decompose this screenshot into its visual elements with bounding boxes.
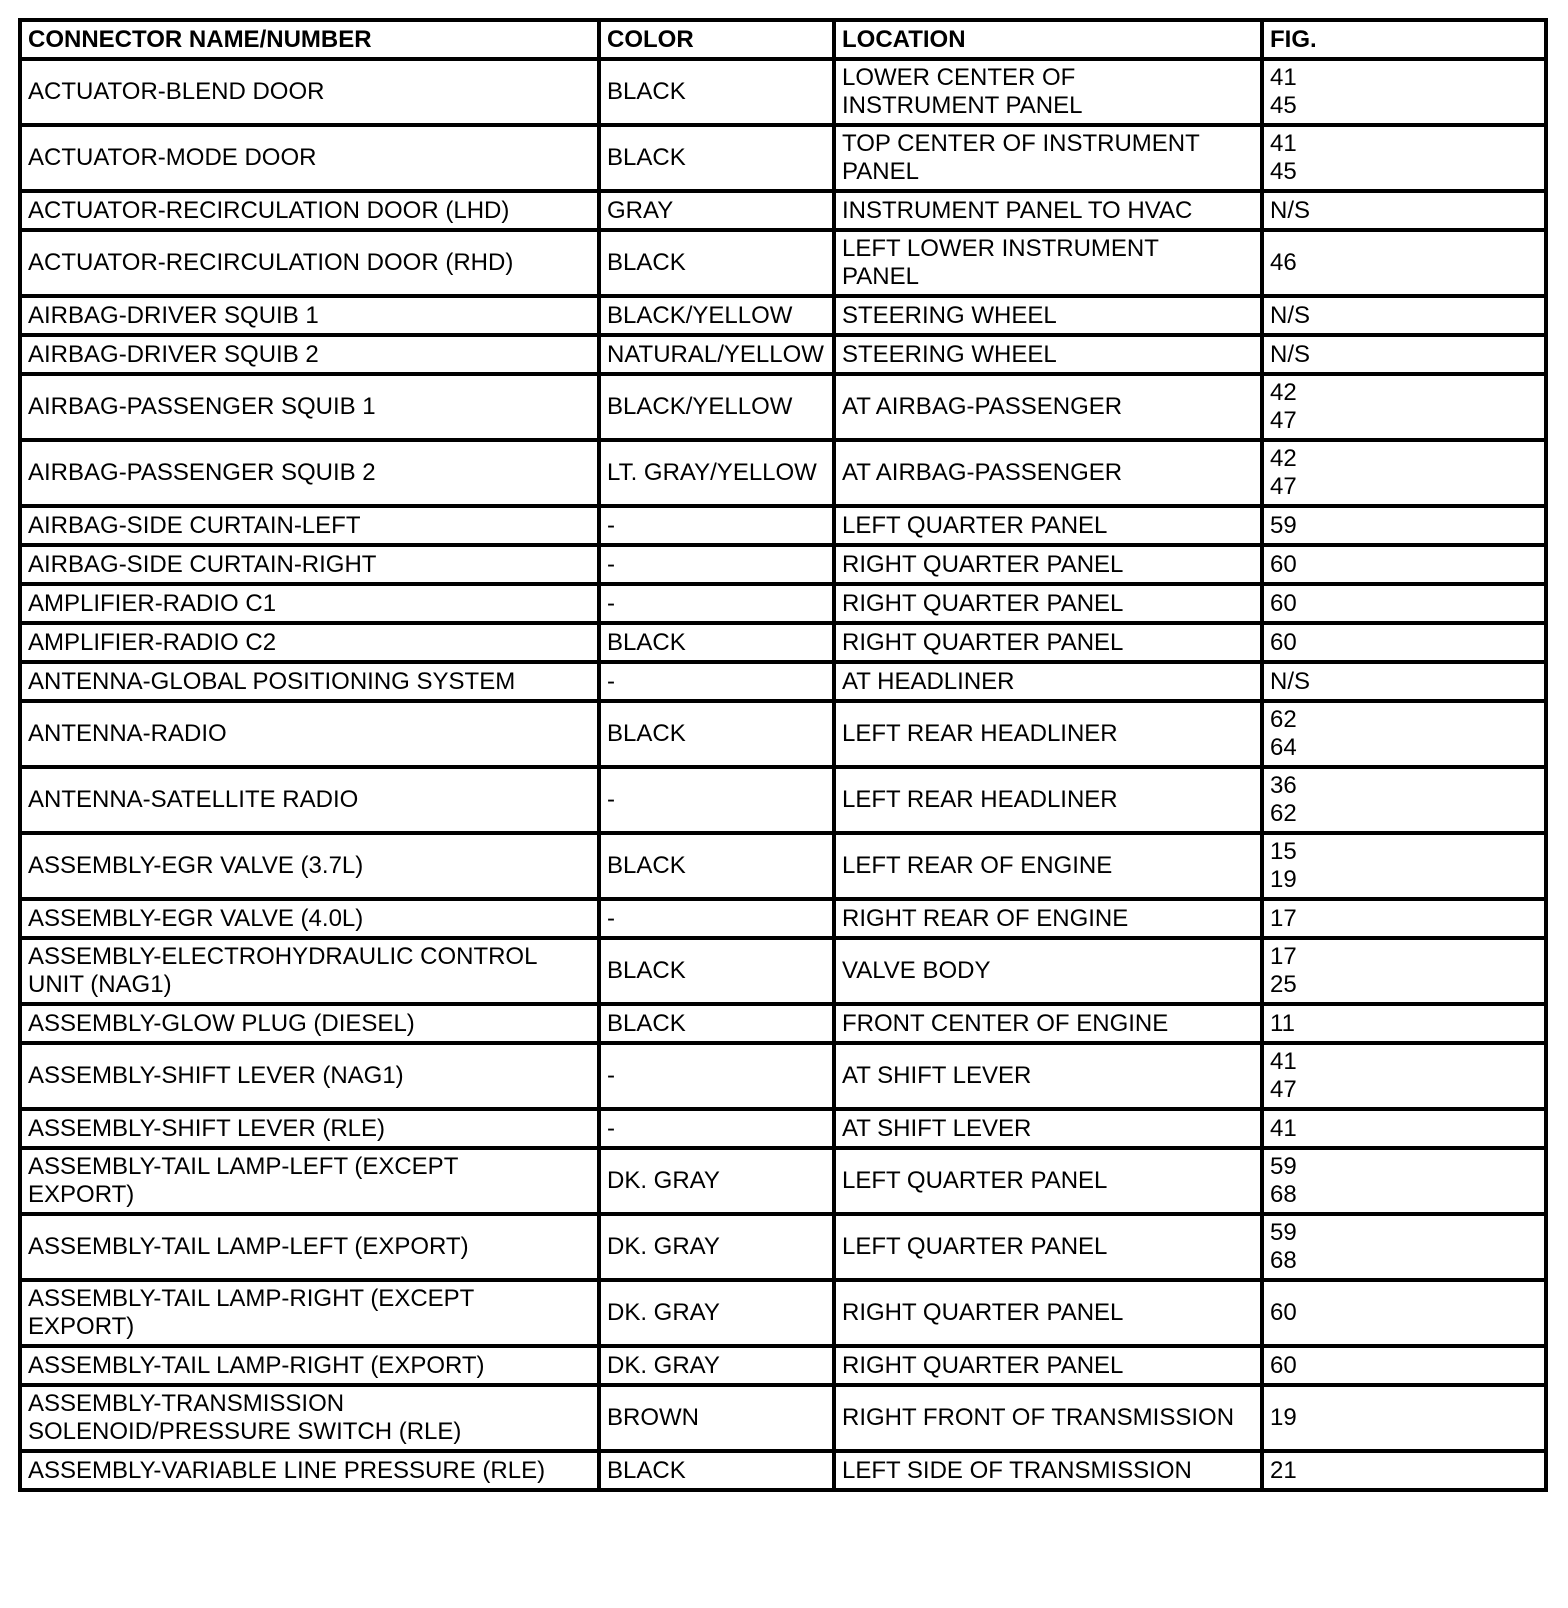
- cell-fig: 41 45: [1262, 59, 1546, 125]
- cell-location: AT AIRBAG-PASSENGER: [834, 374, 1262, 440]
- cell-fig: 60: [1262, 1280, 1546, 1346]
- table-row: [20, 584, 1546, 623]
- cell-connector-name: AIRBAG-PASSENGER SQUIB 2: [20, 440, 599, 506]
- cell-connector-name: AMPLIFIER-RADIO C2: [20, 623, 599, 662]
- table-row: [20, 1451, 1546, 1490]
- table-row: [20, 767, 1546, 833]
- cell-color: BLACK: [599, 1451, 834, 1490]
- cell-location: RIGHT QUARTER PANEL: [834, 623, 1262, 662]
- cell-color: DK. GRAY: [599, 1214, 834, 1280]
- cell-connector-name: ASSEMBLY-EGR VALVE (4.0L): [20, 899, 599, 938]
- cell-location: LEFT QUARTER PANEL: [834, 1148, 1262, 1214]
- cell-location: STEERING WHEEL: [834, 296, 1262, 335]
- table-row: [20, 230, 1546, 296]
- cell-connector-name: AIRBAG-PASSENGER SQUIB 1: [20, 374, 599, 440]
- table-row: [20, 833, 1546, 899]
- cell-location: FRONT CENTER OF ENGINE: [834, 1004, 1262, 1043]
- cell-fig: 41 47: [1262, 1043, 1546, 1109]
- cell-color: GRAY: [599, 191, 834, 230]
- cell-color: BLACK/YELLOW: [599, 374, 834, 440]
- table-row: [20, 440, 1546, 506]
- table-row: [20, 1346, 1546, 1385]
- cell-connector-name: ASSEMBLY-GLOW PLUG (DIESEL): [20, 1004, 599, 1043]
- cell-location: LEFT QUARTER PANEL: [834, 506, 1262, 545]
- cell-location: RIGHT QUARTER PANEL: [834, 1280, 1262, 1346]
- cell-color: -: [599, 662, 834, 701]
- table-row: [20, 1148, 1546, 1214]
- cell-connector-name: ASSEMBLY-TAIL LAMP-LEFT (EXCEPT EXPORT): [20, 1148, 599, 1214]
- cell-fig: 15 19: [1262, 833, 1546, 899]
- cell-location: TOP CENTER OF INSTRUMENT PANEL: [834, 125, 1262, 191]
- table-row: [20, 191, 1546, 230]
- cell-connector-name: ACTUATOR-BLEND DOOR: [20, 59, 599, 125]
- cell-fig: 21: [1262, 1451, 1546, 1490]
- table-row: [20, 938, 1546, 1004]
- table-row: [20, 1109, 1546, 1148]
- header-fig: FIG.: [1262, 20, 1546, 59]
- cell-fig: 60: [1262, 1346, 1546, 1385]
- cell-location: LOWER CENTER OF INSTRUMENT PANEL: [834, 59, 1262, 125]
- cell-location: LEFT REAR OF ENGINE: [834, 833, 1262, 899]
- cell-color: BLACK: [599, 59, 834, 125]
- cell-connector-name: ASSEMBLY-TAIL LAMP-RIGHT (EXPORT): [20, 1346, 599, 1385]
- cell-color: DK. GRAY: [599, 1280, 834, 1346]
- cell-location: RIGHT FRONT OF TRANSMISSION: [834, 1385, 1262, 1451]
- cell-fig: 42 47: [1262, 440, 1546, 506]
- cell-location: LEFT SIDE OF TRANSMISSION: [834, 1451, 1262, 1490]
- cell-connector-name: ANTENNA-SATELLITE RADIO: [20, 767, 599, 833]
- cell-connector-name: ASSEMBLY-EGR VALVE (3.7L): [20, 833, 599, 899]
- cell-connector-name: ASSEMBLY-SHIFT LEVER (RLE): [20, 1109, 599, 1148]
- cell-connector-name: AIRBAG-DRIVER SQUIB 1: [20, 296, 599, 335]
- header-connector-name: CONNECTOR NAME/NUMBER: [20, 20, 599, 59]
- cell-color: LT. GRAY/YELLOW: [599, 440, 834, 506]
- cell-connector-name: ASSEMBLY-TAIL LAMP-RIGHT (EXCEPT EXPORT): [20, 1280, 599, 1346]
- cell-fig: 41: [1262, 1109, 1546, 1148]
- table-row: [20, 1004, 1546, 1043]
- cell-fig: 11: [1262, 1004, 1546, 1043]
- cell-fig: N/S: [1262, 191, 1546, 230]
- cell-fig: 59 68: [1262, 1148, 1546, 1214]
- header-row: [20, 20, 1546, 59]
- table-row: [20, 662, 1546, 701]
- cell-color: BROWN: [599, 1385, 834, 1451]
- connector-table: [18, 18, 1548, 1492]
- cell-connector-name: ASSEMBLY-SHIFT LEVER (NAG1): [20, 1043, 599, 1109]
- cell-fig: 36 62: [1262, 767, 1546, 833]
- cell-location: VALVE BODY: [834, 938, 1262, 1004]
- cell-fig: N/S: [1262, 296, 1546, 335]
- table-body: [20, 59, 1546, 1490]
- cell-color: -: [599, 506, 834, 545]
- table-row: [20, 1385, 1546, 1451]
- cell-color: BLACK: [599, 938, 834, 1004]
- header-location: LOCATION: [834, 20, 1262, 59]
- cell-connector-name: AMPLIFIER-RADIO C1: [20, 584, 599, 623]
- cell-location: AT AIRBAG-PASSENGER: [834, 440, 1262, 506]
- table-row: [20, 701, 1546, 767]
- table-row: [20, 125, 1546, 191]
- cell-location: LEFT QUARTER PANEL: [834, 1214, 1262, 1280]
- cell-fig: 46: [1262, 230, 1546, 296]
- cell-location: RIGHT REAR OF ENGINE: [834, 899, 1262, 938]
- cell-connector-name: ASSEMBLY-VARIABLE LINE PRESSURE (RLE): [20, 1451, 599, 1490]
- cell-connector-name: AIRBAG-SIDE CURTAIN-LEFT: [20, 506, 599, 545]
- cell-connector-name: ASSEMBLY-TAIL LAMP-LEFT (EXPORT): [20, 1214, 599, 1280]
- cell-fig: 59: [1262, 506, 1546, 545]
- cell-connector-name: AIRBAG-DRIVER SQUIB 2: [20, 335, 599, 374]
- cell-location: INSTRUMENT PANEL TO HVAC: [834, 191, 1262, 230]
- cell-color: BLACK/YELLOW: [599, 296, 834, 335]
- cell-color: -: [599, 767, 834, 833]
- cell-fig: 42 47: [1262, 374, 1546, 440]
- cell-location: LEFT REAR HEADLINER: [834, 701, 1262, 767]
- cell-fig: 60: [1262, 584, 1546, 623]
- cell-fig: 17: [1262, 899, 1546, 938]
- cell-location: RIGHT QUARTER PANEL: [834, 584, 1262, 623]
- cell-location: AT SHIFT LEVER: [834, 1043, 1262, 1109]
- cell-color: -: [599, 545, 834, 584]
- cell-fig: 60: [1262, 545, 1546, 584]
- cell-location: AT HEADLINER: [834, 662, 1262, 701]
- cell-connector-name: ASSEMBLY-ELECTROHYDRAULIC CONTROL UNIT (NAG1): [20, 938, 599, 1004]
- cell-color: -: [599, 584, 834, 623]
- cell-connector-name: ACTUATOR-RECIRCULATION DOOR (LHD): [20, 191, 599, 230]
- cell-connector-name: ANTENNA-GLOBAL POSITIONING SYSTEM: [20, 662, 599, 701]
- cell-color: -: [599, 899, 834, 938]
- cell-location: RIGHT QUARTER PANEL: [834, 545, 1262, 584]
- cell-color: BLACK: [599, 623, 834, 662]
- cell-color: NATURAL/YELLOW: [599, 335, 834, 374]
- cell-color: BLACK: [599, 1004, 834, 1043]
- cell-fig: 60: [1262, 623, 1546, 662]
- cell-fig: N/S: [1262, 662, 1546, 701]
- table-row: [20, 1280, 1546, 1346]
- cell-fig: 19: [1262, 1385, 1546, 1451]
- cell-connector-name: AIRBAG-SIDE CURTAIN-RIGHT: [20, 545, 599, 584]
- cell-color: BLACK: [599, 701, 834, 767]
- cell-connector-name: ANTENNA-RADIO: [20, 701, 599, 767]
- cell-fig: 59 68: [1262, 1214, 1546, 1280]
- cell-fig: 62 64: [1262, 701, 1546, 767]
- cell-color: -: [599, 1109, 834, 1148]
- cell-connector-name: ACTUATOR-RECIRCULATION DOOR (RHD): [20, 230, 599, 296]
- table-row: [20, 623, 1546, 662]
- table-row: [20, 506, 1546, 545]
- cell-location: AT SHIFT LEVER: [834, 1109, 1262, 1148]
- cell-location: LEFT LOWER INSTRUMENT PANEL: [834, 230, 1262, 296]
- cell-location: STEERING WHEEL: [834, 335, 1262, 374]
- cell-color: BLACK: [599, 230, 834, 296]
- cell-fig: 41 45: [1262, 125, 1546, 191]
- table-row: [20, 335, 1546, 374]
- table-row: [20, 1043, 1546, 1109]
- cell-location: RIGHT QUARTER PANEL: [834, 1346, 1262, 1385]
- cell-fig: N/S: [1262, 335, 1546, 374]
- cell-connector-name: ASSEMBLY-TRANSMISSION SOLENOID/PRESSURE SWITCH (RLE): [20, 1385, 599, 1451]
- cell-color: -: [599, 1043, 834, 1109]
- cell-color: DK. GRAY: [599, 1346, 834, 1385]
- table-row: [20, 296, 1546, 335]
- cell-color: BLACK: [599, 125, 834, 191]
- cell-location: LEFT REAR HEADLINER: [834, 767, 1262, 833]
- table-row: [20, 1214, 1546, 1280]
- cell-connector-name: ACTUATOR-MODE DOOR: [20, 125, 599, 191]
- table-row: [20, 374, 1546, 440]
- header-color: COLOR: [599, 20, 834, 59]
- cell-color: BLACK: [599, 833, 834, 899]
- cell-color: DK. GRAY: [599, 1148, 834, 1214]
- table-row: [20, 59, 1546, 125]
- table-row: [20, 545, 1546, 584]
- cell-fig: 17 25: [1262, 938, 1546, 1004]
- table-row: [20, 899, 1546, 938]
